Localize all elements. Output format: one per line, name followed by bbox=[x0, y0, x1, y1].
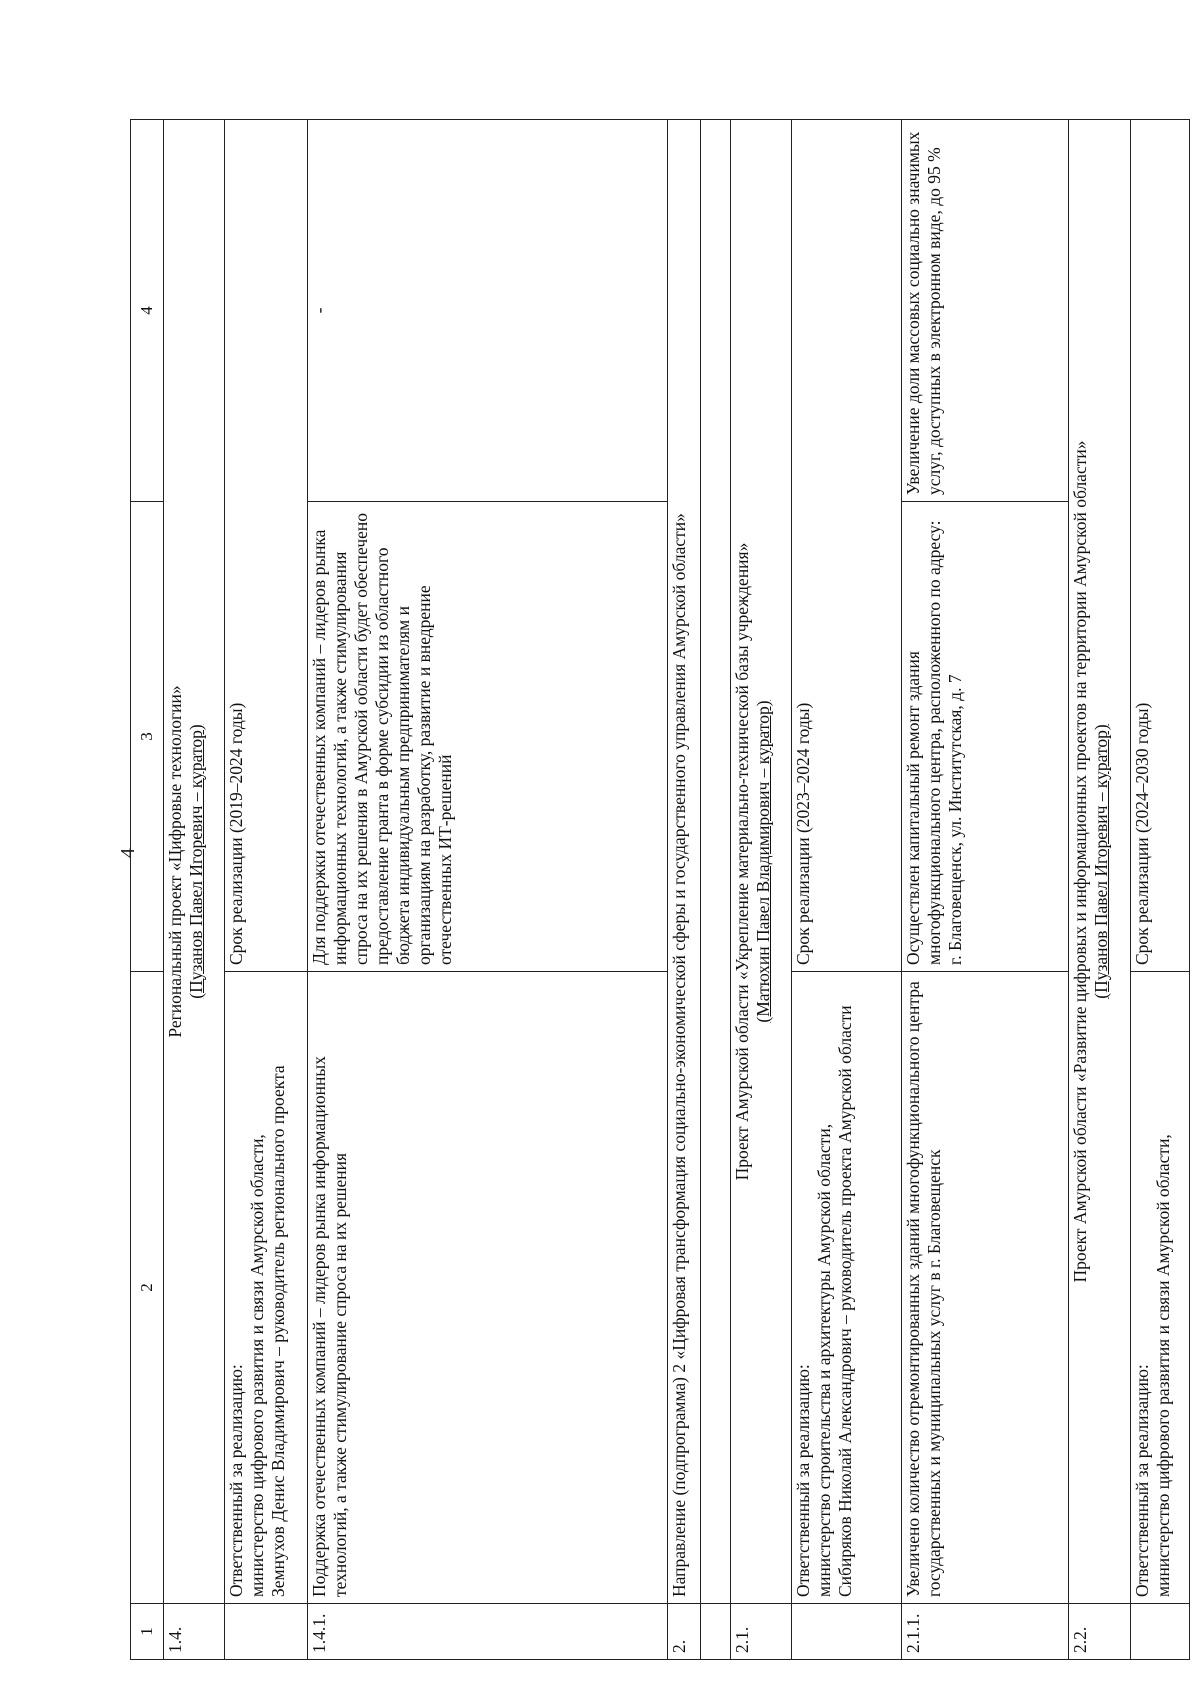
row-2-1-responsible bbox=[792, 120, 902, 1660]
term-cell: Срок реализации (2019–2024 годы) bbox=[224, 120, 307, 972]
row-number: 1.4. bbox=[163, 1604, 224, 1660]
responsible-cell bbox=[224, 972, 307, 1604]
term-cell: Срок реализации (2023–2024 годы) bbox=[792, 120, 902, 972]
responsible-ministry: министерство цифрового развития и связи Амурской области, bbox=[1152, 1134, 1173, 1597]
row-2-1-1 bbox=[901, 120, 1068, 1660]
project-title-line: Региональный проект «Цифровые технологии» bbox=[164, 685, 185, 1038]
row-1-4 bbox=[163, 120, 224, 1660]
term-cell: Срок реализации (2024–2030 годы) bbox=[1130, 120, 1189, 972]
row-1-4-1 bbox=[308, 120, 668, 1660]
direction-title: Направление (подпрограмма) 2 «Цифровая трансформация социально-экономической сферы и государственного управления Амурской области» bbox=[668, 120, 701, 1604]
page-number: 4 bbox=[117, 848, 139, 858]
task-cell: Поддержка отечественных компаний – лидеров рынка информационных технологий, а также стимулирование спроса на их решения bbox=[308, 972, 668, 1604]
responsible-cell bbox=[792, 972, 902, 1604]
effect-cell: Для поддержки отечественных компаний – лидеров рынка информационных технологий, а также стимулирования спроса на их решения в Амурской области будет обеспечено предоставление гранта в форме субсидии из областного бюджета индивидуальным предпринимателям и организациям на разработку, развитие и внедрение отечественных ИТ-решений bbox=[308, 502, 668, 972]
row-2 bbox=[668, 120, 701, 1660]
indicator-cell: Увеличение доли массовых социально значимых услуг, доступных в электронном виде, до 95 % bbox=[901, 120, 1068, 502]
row-number: 2.1. bbox=[730, 1604, 791, 1660]
row-2-2 bbox=[1069, 120, 1130, 1660]
row-number: 1.4.1. bbox=[308, 1604, 668, 1660]
header-col-4: 4 bbox=[131, 120, 164, 502]
effect-cell: Осуществлен капитальный ремонт здания многофункционального центра, расположенного по адресу: г. Благовещенск, ул. Институтская, д. 7 bbox=[901, 502, 1068, 972]
empty-cell bbox=[224, 1604, 307, 1660]
responsible-ministry: министерство цифрового развития и связи Амурской области, bbox=[246, 1134, 267, 1597]
project-curator: (Пузанов Павел Игоревич – куратор) bbox=[185, 724, 206, 999]
header-col-3: 3 bbox=[131, 502, 164, 972]
project-title bbox=[730, 120, 791, 1604]
project-curator: (Матюхин Павел Владимирович – куратор) bbox=[752, 700, 773, 1023]
responsible-head: Сибиряков Николай Александрович – руководитель проекта Амурской области bbox=[835, 1005, 856, 1597]
row-number: 2.2. bbox=[1069, 1604, 1130, 1660]
projects-heading-row bbox=[700, 120, 730, 1660]
project-title-line: Проект Амурской области «Укрепление материально-технической базы учреждения» bbox=[731, 542, 752, 1181]
row-2-2-responsible bbox=[1130, 120, 1189, 1660]
responsible-label: Ответственный за реализацию: bbox=[225, 1364, 246, 1597]
header-col-2: 2 bbox=[131, 972, 164, 1604]
indicator-cell: - bbox=[308, 120, 668, 502]
task-cell: Увеличено количество отремонтированных зданий многофункционального центра государственных и муниципальных услуг в г. Благовещенск bbox=[901, 972, 1068, 1604]
project-title-line: Проект Амурской области «Развитие цифровых и информационных проектов на территории Амурской области» bbox=[1070, 440, 1091, 1283]
project-title bbox=[163, 120, 224, 1604]
empty-cell bbox=[792, 1604, 902, 1660]
empty-cell bbox=[1130, 1604, 1189, 1660]
responsible-label: Ответственный за реализацию: bbox=[793, 1364, 814, 1597]
responsible-head: Земнухов Денис Владимирович – руководитель регионального проекта bbox=[267, 1065, 288, 1597]
empty-cell bbox=[700, 1604, 730, 1660]
program-table bbox=[130, 119, 1190, 1660]
responsible-ministry: министерство строительства и архитектуры Амурской области, bbox=[814, 1123, 835, 1597]
rotated-table-wrapper bbox=[130, 120, 1190, 1660]
header-col-1: 1 bbox=[131, 1604, 164, 1660]
project-title bbox=[1069, 120, 1130, 1604]
row-1-4-responsible bbox=[224, 120, 307, 1660]
responsible-cell bbox=[1130, 972, 1189, 1604]
project-curator: (Пузанов Павел Игоревич – куратор) bbox=[1091, 724, 1112, 999]
projects-heading bbox=[700, 120, 730, 1604]
row-2-1 bbox=[730, 120, 791, 1660]
header-row bbox=[131, 120, 164, 1660]
responsible-label: Ответственный за реализацию: bbox=[1131, 1364, 1152, 1597]
row-number: 2. bbox=[668, 1604, 701, 1660]
row-number: 2.1.1. bbox=[901, 1604, 1068, 1660]
